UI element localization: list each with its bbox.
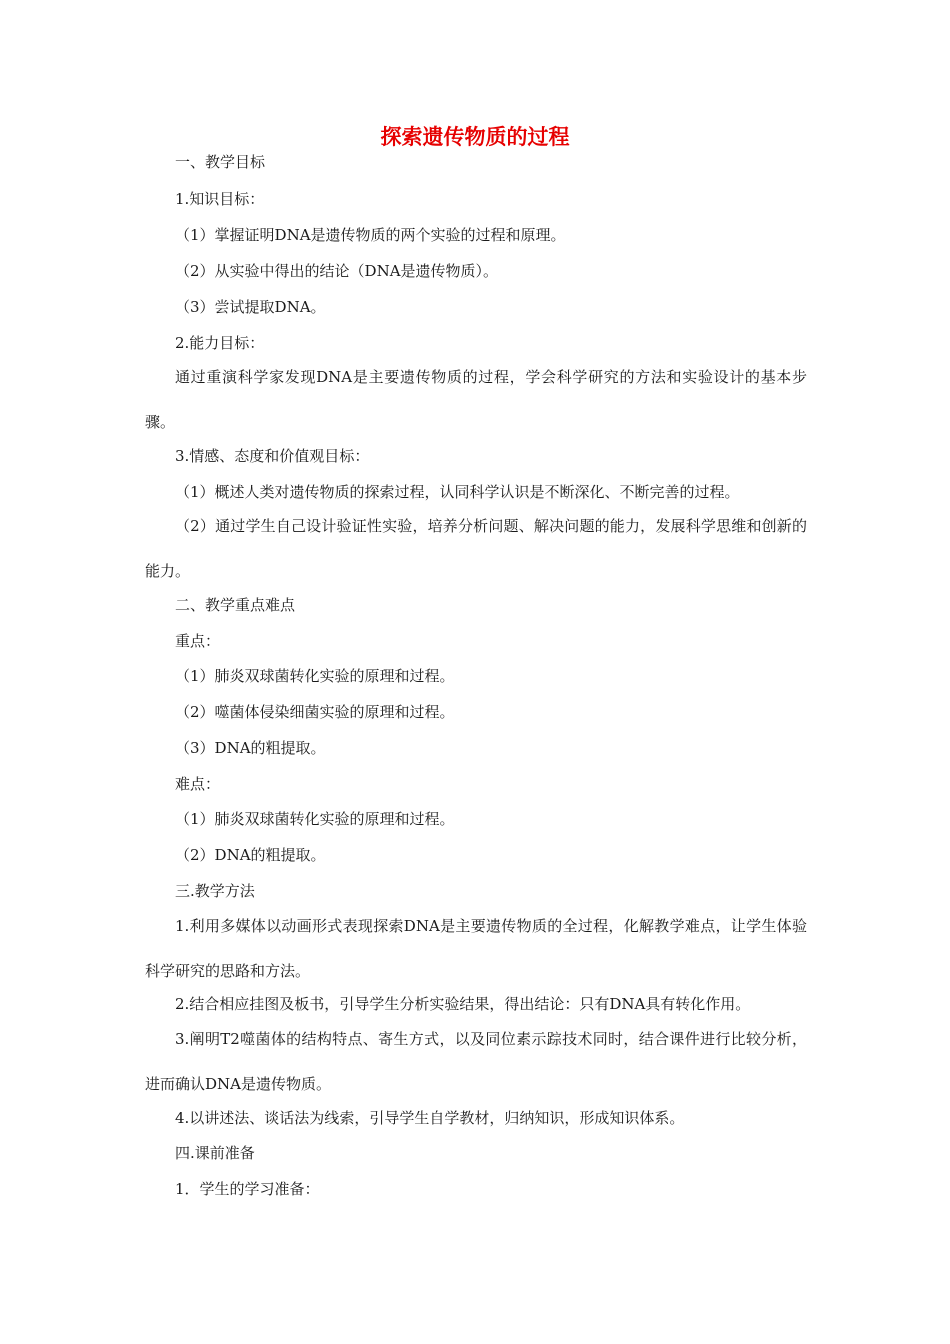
section-heading-methods: 三.教学方法 (175, 882, 255, 900)
paragraph-wrapped: （2）通过学生自己设计验证性实验，培养分析问题、解决问题的能力，发展科学思维和创新的能力。 (145, 517, 807, 580)
paragraph-wrapped: 3.阐明T2噬菌体的结构特点、寄生方式，以及同位素示踪技术同时，结合课件进行比较分析，进而确认DNA是遗传物质。 (145, 1030, 807, 1093)
paragraph: （2）从实验中得出的结论（DNA是遗传物质）。 (175, 262, 499, 280)
paragraph: 2.结合相应挂图及板书，引导学生分析实验结果，得出结论：只有DNA具有转化作用。 (175, 995, 751, 1013)
paragraph: （1）掌握证明DNA是遗传物质的两个实验的过程和原理。 (175, 226, 566, 244)
section-heading-preparation: 四.课前准备 (175, 1144, 255, 1162)
section-heading-keypoints: 二、教学重点难点 (175, 596, 296, 614)
section-heading-objectives: 一、教学目标 (175, 153, 266, 171)
paragraph-wrapped: 1.利用多媒体以动画形式表现探索DNA是主要遗传物质的全过程，化解教学难点，让学生体验科学研究的思路和方法。 (145, 917, 807, 980)
subheading-knowledge: 1.知识目标： (175, 190, 265, 208)
subheading-ability: 2.能力目标： (175, 334, 265, 352)
paragraph: （2）DNA的粗提取。 (175, 846, 326, 864)
paragraph: （3）DNA的粗提取。 (175, 739, 326, 757)
subheading-student-prep: 1．学生的学习准备： (175, 1180, 320, 1198)
subheading-key: 重点： (175, 632, 221, 650)
document-title: 探索遗传物质的过程 (380, 125, 570, 149)
subheading-difficult: 难点： (175, 775, 221, 793)
paragraph: （1）肺炎双球菌转化实验的原理和过程。 (175, 810, 455, 828)
paragraph: （3）尝试提取DNA。 (175, 298, 326, 316)
paragraph: （2）噬菌体侵染细菌实验的原理和过程。 (175, 703, 455, 721)
paragraph-wrapped: 通过重演科学家发现DNA是主要遗传物质的过程，学会科学研究的方法和实验设计的基本步骤。 (145, 368, 807, 431)
subheading-emotion: 3.情感、态度和价值观目标： (175, 447, 370, 465)
paragraph: （1）概述人类对遗传物质的探索过程，认同科学认识是不断深化、不断完善的过程。 (175, 483, 740, 501)
paragraph: （1）肺炎双球菌转化实验的原理和过程。 (175, 667, 455, 685)
paragraph: 4.以讲述法、谈话法为线索，引导学生自学教材，归纳知识，形成知识体系。 (175, 1109, 685, 1127)
